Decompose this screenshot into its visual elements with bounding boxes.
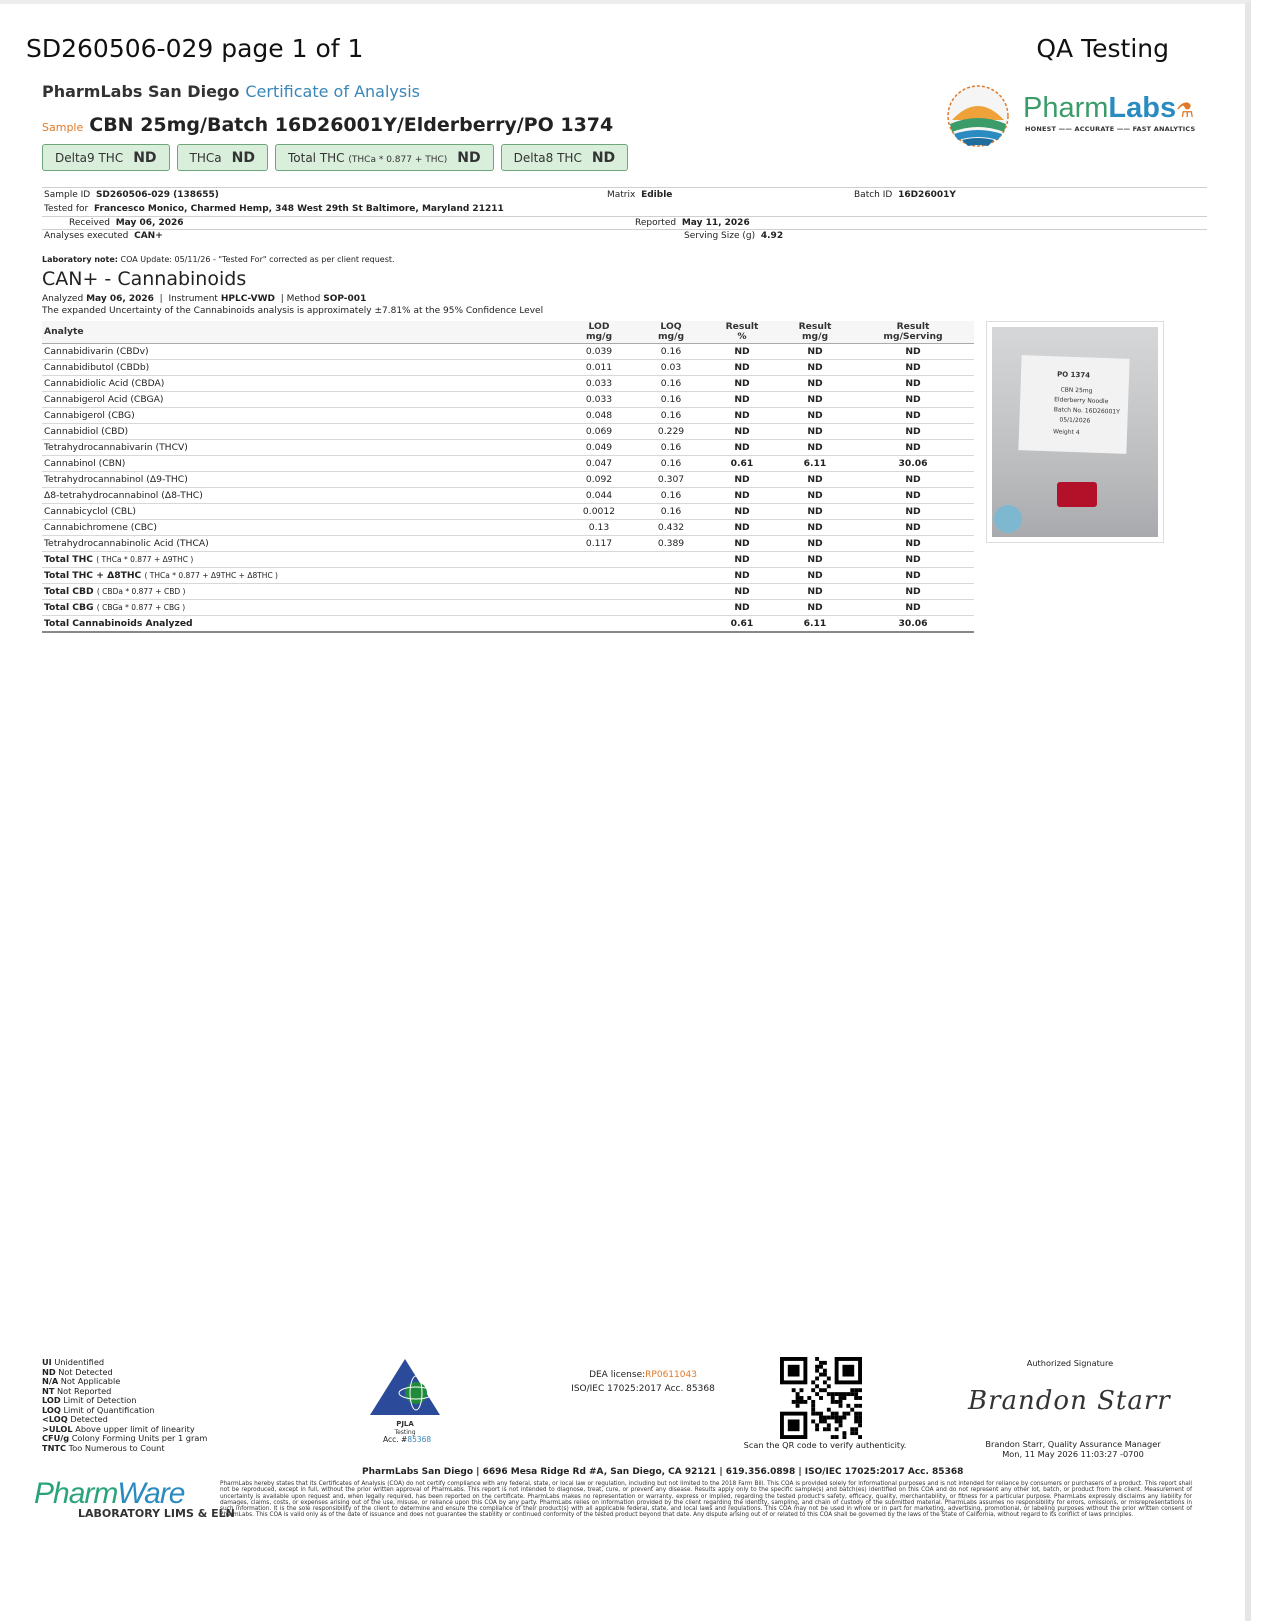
total-pct: 0.61: [706, 616, 778, 633]
result-pct: ND: [706, 472, 778, 488]
legend-item: <LOQ Detected: [42, 1414, 108, 1424]
lod-value: 0.048: [562, 408, 636, 424]
analyte-name: Cannabigerol Acid (CBGA): [42, 392, 562, 408]
lod-value: 0.0012: [562, 504, 636, 520]
result-mgs: ND: [852, 504, 974, 520]
result-mgs: ND: [852, 360, 974, 376]
logo-tagline: HONEST —— ACCURATE —— FAST ANALYTICS: [1025, 125, 1196, 133]
reported: Reported May 11, 2026: [635, 218, 750, 228]
result-mgg: ND: [778, 536, 852, 552]
legend-item: NT Not Reported: [42, 1385, 112, 1396]
badge-value: ND: [231, 149, 255, 166]
result-mgs: 30.06: [852, 456, 974, 472]
result-mgg: ND: [778, 408, 852, 424]
total-row: [42, 552, 974, 568]
lod-value: 0.044: [562, 488, 636, 504]
received: Received May 06, 2026: [69, 218, 184, 228]
lod-value: 0.13: [562, 520, 636, 536]
analyte-name: Δ8-tetrahydrocannabinol (Δ8-THC): [42, 488, 562, 504]
divider: [42, 187, 1207, 188]
total-label: Total CBG ( CBGa * 0.877 + CBG ): [42, 600, 562, 616]
total-mgg: ND: [778, 600, 852, 616]
total-mgs: ND: [852, 552, 974, 568]
divider: [42, 229, 1207, 230]
loq-value: 0.16: [636, 376, 706, 392]
table-row: [42, 440, 974, 456]
loq-value: 0.16: [636, 392, 706, 408]
table-row: [42, 504, 974, 520]
serving-size: Serving Size (g) 4.92: [684, 231, 784, 241]
analyte-name: Cannabicyclol (CBL): [42, 504, 562, 520]
result-mgs: ND: [852, 536, 974, 552]
analyte-name: Tetrahydrocannabivarin (THCV): [42, 440, 562, 456]
loq-value: 0.229: [636, 424, 706, 440]
result-pct: ND: [706, 424, 778, 440]
table-row: [42, 408, 974, 424]
sample-value: CBN 25mg/Batch 16D26001Y/Elderberry/PO 1374: [89, 114, 614, 136]
total-label: Total CBD ( CBDa * 0.877 + CBD ): [42, 584, 562, 600]
total-pct: ND: [706, 552, 778, 568]
table-row: [42, 456, 974, 472]
analyte-name: Cannabidivarin (CBDv): [42, 344, 562, 360]
badge-label: THCa: [189, 150, 222, 165]
table-row: [42, 424, 974, 440]
signature-heading: Authorized Signature: [1026, 1358, 1114, 1368]
loq-value: 0.16: [636, 504, 706, 520]
badge-value: ND: [133, 149, 157, 166]
loq-value: 0.03: [636, 360, 706, 376]
badge-value: ND: [591, 149, 616, 166]
section-title: CAN+ - Cannabinoids: [42, 268, 247, 290]
table-row: [42, 488, 974, 504]
analyte-name: Tetrahydrocannabinolic Acid (THCA): [42, 536, 562, 552]
result-pct: ND: [706, 376, 778, 392]
sample-id: Sample ID SD260506-029 (138655): [44, 190, 219, 200]
signature-image: Brandon Starr: [968, 1386, 1171, 1416]
lod-value: 0.049: [562, 440, 636, 456]
result-pct: ND: [706, 440, 778, 456]
lod-value: 0.011: [562, 360, 636, 376]
result-pct: ND: [706, 344, 778, 360]
result-mgg: ND: [778, 360, 852, 376]
total-row: [42, 584, 974, 600]
results-table: [42, 321, 974, 633]
lod-value: 0.033: [562, 376, 636, 392]
total-mgg: 6.11: [778, 616, 852, 633]
result-mgg: ND: [778, 472, 852, 488]
table-row: [42, 344, 974, 360]
col-result-mgg: Result mg/g: [778, 321, 852, 344]
col-loq: LOQ mg/g: [636, 321, 706, 344]
result-mgs: ND: [852, 440, 974, 456]
analyte-name: Cannabidiol (CBD): [42, 424, 562, 440]
result-mgs: ND: [852, 392, 974, 408]
analyte-name: Cannabinol (CBN): [42, 456, 562, 472]
result-mgg: ND: [778, 392, 852, 408]
result-mgg: ND: [778, 344, 852, 360]
footer-address: PharmLabs San Diego | 6696 Mesa Ridge Rd #A, San Diego, CA 92121 | 619.356.0898 | ISO/IEC 17025:2017 Acc. 85368: [362, 1467, 964, 1477]
signatory: Brandon Starr, Quality Assurance Manager Mon, 11 May 2026 11:03:27 -0700: [985, 1439, 1161, 1459]
table-row: [42, 392, 974, 408]
pjla-acc: Acc. #85368: [383, 1435, 432, 1444]
total-mgs: ND: [852, 584, 974, 600]
result-mgg: ND: [778, 424, 852, 440]
divider: [42, 216, 1207, 217]
qa-label: QA Testing: [1036, 34, 1169, 63]
legend-item: LOD Limit of Detection: [42, 1395, 137, 1405]
result-pct: ND: [706, 504, 778, 520]
result-mgs: ND: [852, 376, 974, 392]
badge-value: ND: [457, 149, 481, 166]
loq-value: 0.16: [636, 456, 706, 472]
total-pct: ND: [706, 600, 778, 616]
loq-value: 0.16: [636, 344, 706, 360]
page-label: SD260506-029 page 1 of 1: [26, 34, 364, 63]
result-mgs: ND: [852, 424, 974, 440]
total-row: [42, 616, 974, 633]
lod-value: 0.092: [562, 472, 636, 488]
badge-delta8-thc: [501, 144, 629, 171]
result-mgs: ND: [852, 408, 974, 424]
matrix: Matrix Edible: [607, 190, 673, 200]
legend-item: ND Not Detected: [42, 1366, 113, 1377]
col-result-mgs: Result mg/Serving: [852, 321, 974, 344]
lod-value: 0.039: [562, 344, 636, 360]
logo-labs: Labs: [1108, 92, 1177, 124]
result-pct: ND: [706, 520, 778, 536]
result-pct: ND: [706, 536, 778, 552]
result-pct: 0.61: [706, 456, 778, 472]
badge-label: Delta8 THC: [513, 150, 582, 165]
lod-value: 0.117: [562, 536, 636, 552]
stamp-icon: [994, 505, 1022, 533]
sample-heading: [42, 114, 613, 136]
legend-item: LOQ Limit of Quantification: [42, 1404, 155, 1415]
result-mgg: ND: [778, 440, 852, 456]
result-mgs: ND: [852, 344, 974, 360]
total-label: Total THC ( THCa * 0.877 + Δ9THC ): [42, 552, 562, 568]
logo-pharm: Pharm: [1023, 92, 1109, 124]
badge-thca: [177, 144, 268, 171]
disclaimer: PharmLabs hereby states that its Certificates of Analysis (COA) do not certify compliance with any federal, state, or local law or regulation, including but not limited to the 2018 Farm Bill. This COA is provided solely for informational purposes and is not intended for reliance by consumers or purchasers of a product. This report shall not be reproduced, except in full, without the prior written approval of PharmLabs. This report is not intended to diagnose, treat, cure, or prevent any disease. Results apply only to the specific sample(s) and batch(es) identified on this COA and do not represent any other lot, batch, or product from the client. Measurement of uncertainty is available upon request and, when legally required, has been reported on the certificate. PharmLabs makes no representation or warranty, express or implied, regarding the tested product's safety, efficacy, quality, merchantability, or fitness for a particular purpose. PharmLabs expressly disclaims any liability for damages, claims, costs, or expenses arising out of the use, misuse, or reliance upon this COA by any party. PharmLabs relies on information provided by the client regarding the identity, sampling, and chain of custody of the submitted material. PharmLabs assumes no responsibility for errors, omissions, or misrepresentations in such information. It is the sole responsibility of the client to determine and ensure the compliance of their product(s) with all applicable federal, state, and local laws and regulations. This COA may not be used in whole or in part for marketing, advertising, promotional, or labeling purposes without the prior written consent of PharmLabs. This COA is valid only as of the date of issuance and does not guarantee the stability or continued conformity of the tested product beyond that date. Any dispute arising out of or related to this COA shall be governed by the laws of the State of California, without regard to its conflict of laws principles.: [220, 1481, 1192, 1519]
badge-label: Total THC: [287, 150, 345, 165]
total-row: [42, 600, 974, 616]
total-label: Total Cannabinoids Analyzed: [42, 616, 562, 633]
col-analyte: Analyte: [42, 321, 562, 344]
lab-heading: [42, 82, 420, 101]
loq-value: 0.16: [636, 408, 706, 424]
badge-formula: (THCa * 0.877 + THC): [348, 154, 448, 165]
loq-value: 0.307: [636, 472, 706, 488]
table-row: [42, 360, 974, 376]
result-mgg: ND: [778, 504, 852, 520]
total-pct: ND: [706, 568, 778, 584]
pjla-logo: [370, 1357, 445, 1447]
logo-wordmark: [1023, 92, 1194, 125]
total-pct: ND: [706, 584, 778, 600]
result-mgg: 6.11: [778, 456, 852, 472]
result-mgs: ND: [852, 520, 974, 536]
badge-total-thc: [275, 144, 494, 171]
total-mgs: ND: [852, 600, 974, 616]
total-mgg: ND: [778, 568, 852, 584]
analyte-name: Tetrahydrocannabinol (Δ9-THC): [42, 472, 562, 488]
dea-license: DEA license:RP0611043 ISO/IEC 17025:2017 Acc. 85368: [571, 1370, 715, 1394]
photo-label: PO 1374 CBN 25mg Elderberry Noodle Batch No. 16D26001Y 05/1/2026 Weight 4: [1018, 355, 1129, 454]
total-mgs: 30.06: [852, 616, 974, 633]
table-header-row: [42, 321, 974, 344]
loq-value: 0.432: [636, 520, 706, 536]
total-row: [42, 568, 974, 584]
legend-item: CFU/g Colony Forming Units per 1 gram: [42, 1433, 208, 1443]
result-pct: ND: [706, 392, 778, 408]
total-mgg: ND: [778, 584, 852, 600]
loq-value: 0.16: [636, 488, 706, 504]
legend-item: >ULOL Above upper limit of linearity: [42, 1423, 195, 1434]
lab-name: PharmLabs San Diego: [42, 82, 240, 101]
analysis-meta: Analyzed May 06, 2026 | Instrument HPLC-VWD | Method SOP-001: [42, 294, 367, 304]
flask-icon: ⚗: [1176, 100, 1195, 122]
lab-note: Laboratory note: COA Update: 05/11/26 - "Tested For" corrected as per client request.: [42, 255, 395, 264]
col-result-pct: Result %: [706, 321, 778, 344]
loq-value: 0.389: [636, 536, 706, 552]
analyses-executed: Analyses executed CAN+: [44, 231, 163, 241]
analyte-name: Cannabichromene (CBC): [42, 520, 562, 536]
result-mgs: ND: [852, 472, 974, 488]
analyte-name: Cannabidibutol (CBDb): [42, 360, 562, 376]
batch-id: Batch ID 16D26001Y: [854, 190, 956, 200]
result-badges: [42, 144, 628, 171]
result-mgg: ND: [778, 520, 852, 536]
pharmware-logo: PharmWare LABORATORY LIMS & ELN: [34, 1477, 235, 1520]
qr-code[interactable]: [780, 1357, 862, 1439]
pjla-name: PJLA: [396, 1420, 414, 1428]
table-row: [42, 536, 974, 552]
uncertainty-note: The expanded Uncertainty of the Cannabinoids analysis is approximately ±7.81% at the 95% Confidence Level: [42, 306, 544, 316]
col-lod: LOD mg/g: [562, 321, 636, 344]
tested-for: Tested for Francesco Monico, Charmed Hemp, 348 West 29th St Baltimore, Maryland 21211: [44, 204, 504, 214]
sample-photo: [986, 321, 1164, 543]
result-mgs: ND: [852, 488, 974, 504]
lod-value: 0.033: [562, 392, 636, 408]
table-row: [42, 472, 974, 488]
result-pct: ND: [706, 408, 778, 424]
lod-value: 0.047: [562, 456, 636, 472]
analyte-name: Cannabigerol (CBG): [42, 408, 562, 424]
abbreviation-legend: [42, 1358, 207, 1453]
badge-label: Delta9 THC: [55, 150, 124, 165]
results-body: [42, 344, 974, 633]
photo-bag: [992, 327, 1158, 537]
total-mgg: ND: [778, 552, 852, 568]
table-row: [42, 376, 974, 392]
result-pct: ND: [706, 488, 778, 504]
result-mgg: ND: [778, 488, 852, 504]
analyte-name: Cannabidiolic Acid (CBDA): [42, 376, 562, 392]
gummy-image: [1057, 482, 1097, 507]
qr-caption: Scan the QR code to verify authenticity.: [743, 1440, 907, 1450]
sample-label: Sample: [42, 121, 84, 134]
total-mgs: ND: [852, 568, 974, 584]
legend-item: TNTC Too Numerous to Count: [42, 1442, 165, 1453]
doc-type: Certificate of Analysis: [245, 82, 420, 101]
badge-delta9-thc: [42, 144, 170, 171]
total-label: Total THC + Δ8THC ( THCa * 0.877 + Δ9THC + Δ8THC ): [42, 568, 562, 584]
legend-item: UI Unidentified: [42, 1357, 105, 1367]
legend-item: N/A Not Applicable: [42, 1376, 121, 1386]
result-pct: ND: [706, 360, 778, 376]
lod-value: 0.069: [562, 424, 636, 440]
loq-value: 0.16: [636, 440, 706, 456]
result-mgg: ND: [778, 376, 852, 392]
table-row: [42, 520, 974, 536]
pjla-testing: Testing: [394, 1429, 416, 1436]
